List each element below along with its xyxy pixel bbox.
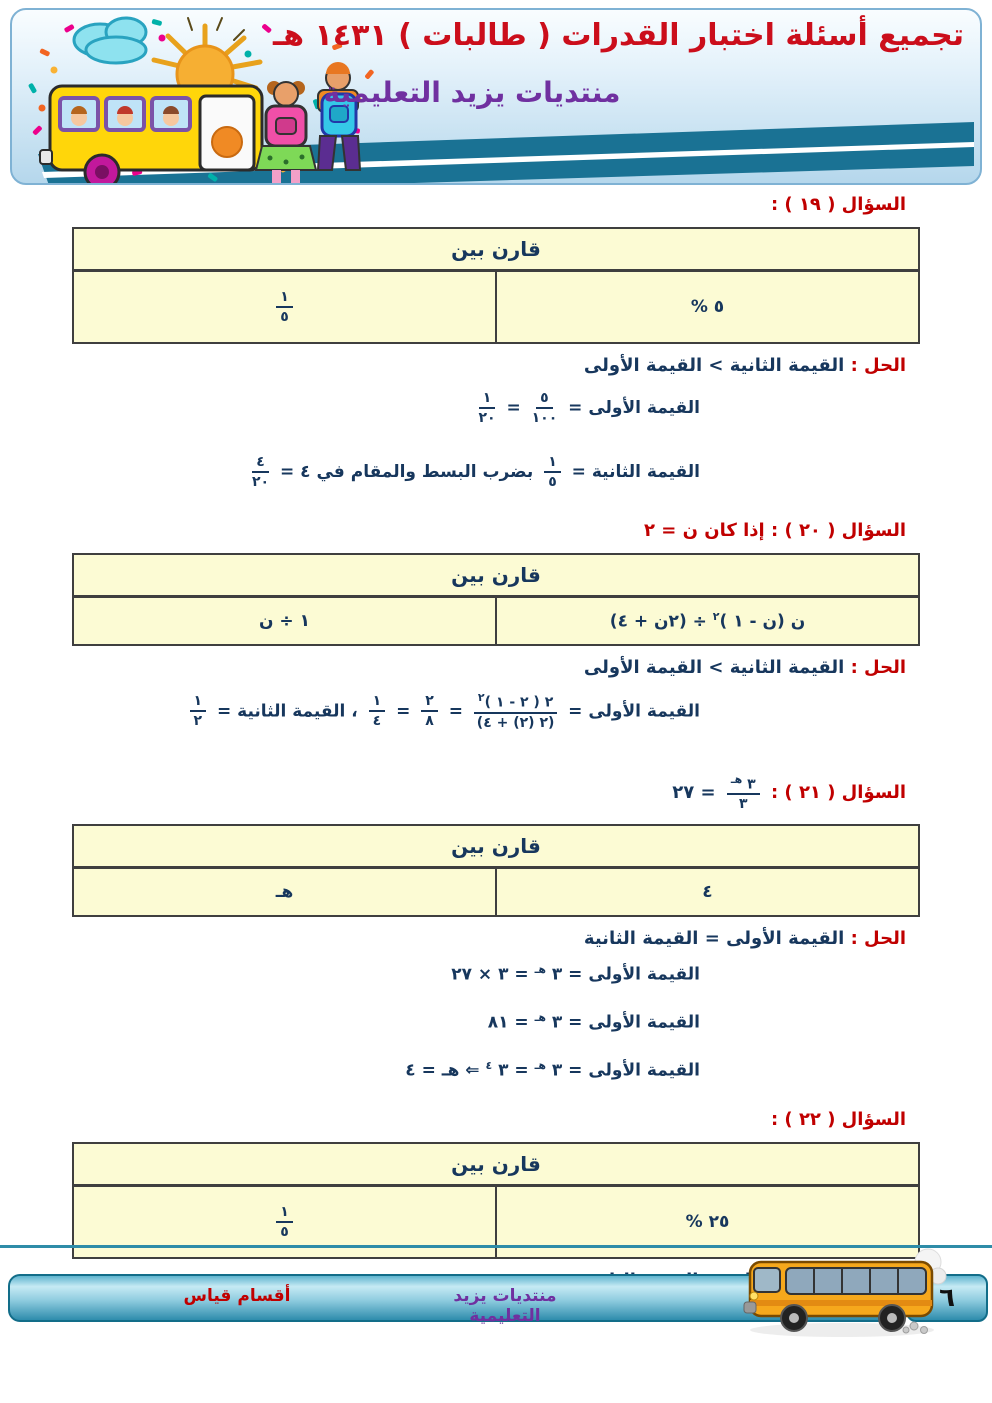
first-value-cell: ن (ن - ١ )$^٢$ ÷ (٢ن + ٤)	[609, 610, 806, 632]
question-19	[72, 192, 920, 500]
compare-table	[72, 1142, 920, 1259]
first-value-cell: ٢٥ %	[685, 1212, 730, 1232]
footer-site-label: منتديات يزيد التعليمية	[453, 1286, 557, 1326]
footer-dept-label: أقسام قياس	[183, 1286, 291, 1306]
equation-line: القيمة الأولى = ٣ $^{هـ}$ = ٣ × ٢٧	[451, 963, 700, 985]
table-header-cell: قارن بين	[73, 1143, 919, 1186]
second-value-cell: $\frac{١}{٥}$	[73, 1186, 496, 1259]
second-value-cell: هـ	[73, 868, 496, 917]
question-label: السؤال ( ٢١ ) : $\frac{٣ ^{هـ}}{٣}$ = ٢٧	[672, 772, 906, 813]
equation-line: القيمة الثانية = $\frac{١}{٥}$ بضرب البسط والمقام في ٤ = $\frac{٤}{٢٠}$	[251, 454, 700, 491]
question-label: السؤال ( ٢٢ ) :	[770, 1109, 906, 1130]
table-header-cell: قارن بين	[73, 554, 919, 597]
page-header	[10, 8, 982, 185]
question-21	[72, 768, 920, 1089]
solution-line	[72, 926, 920, 952]
question-label: السؤال ( ٢٠ ) : إذا كان ن = ٢	[644, 520, 906, 541]
page-number: ٦	[939, 1283, 955, 1313]
equation-line: القيمة الأولى = $\frac{٢ ( ٢ - ١ )^٢}{(٢ (٢) + ٤)}$ = $\frac{٢}{٨}$ = $\frac{١}{٤}$ ، القيمة الثانية = $\frac{١}{٢}$	[72, 692, 920, 748]
solution-prefix: الحل :	[844, 355, 906, 376]
solution-body: القيمة الثانية > القيمة الأولى	[583, 657, 845, 678]
solution-line	[72, 655, 920, 681]
equation-line: القيمة الأولى = $\frac{٥}{١٠٠}$ = $\frac{١}{٢٠}$	[478, 390, 700, 427]
solution-body: القيمة الأولى = القيمة الثانية	[583, 928, 845, 949]
solution-line	[72, 353, 920, 379]
equation-line: القيمة الأولى = ٣ $^{هـ}$ = ٨١	[487, 1011, 700, 1033]
question-20	[72, 518, 920, 748]
second-value-cell: $\frac{١}{٥}$	[73, 271, 496, 344]
page-title: تجميع أسئلة اختبار القدرات ( طالبات ) ١٤٣١ هـ	[272, 18, 964, 53]
first-value-cell: ٤	[702, 882, 713, 902]
table-header-cell: قارن بين	[73, 228, 919, 271]
solution-body: القيمة الثانية > القيمة الأولى	[583, 355, 845, 376]
second-value-cell: ١ ÷ ن	[73, 597, 496, 646]
compare-table	[72, 227, 920, 344]
compare-table	[72, 824, 920, 917]
site-name: منتديات يزيد التعليمية	[323, 76, 621, 109]
solution-prefix: الحل :	[844, 928, 906, 949]
first-value-cell: ٥ %	[690, 297, 725, 317]
question-label: السؤال ( ١٩ ) :	[770, 194, 906, 215]
solution-prefix: الحل :	[844, 657, 906, 678]
equation-line: القيمة الأولى = ٣ $^{هـ}$ = ٣ $^٤$ ⇐ هـ = ٤	[405, 1059, 700, 1081]
compare-table	[72, 553, 920, 646]
questions-content	[72, 192, 920, 1305]
school-bus-icon	[742, 1246, 952, 1341]
table-header-cell: قارن بين	[73, 825, 919, 868]
